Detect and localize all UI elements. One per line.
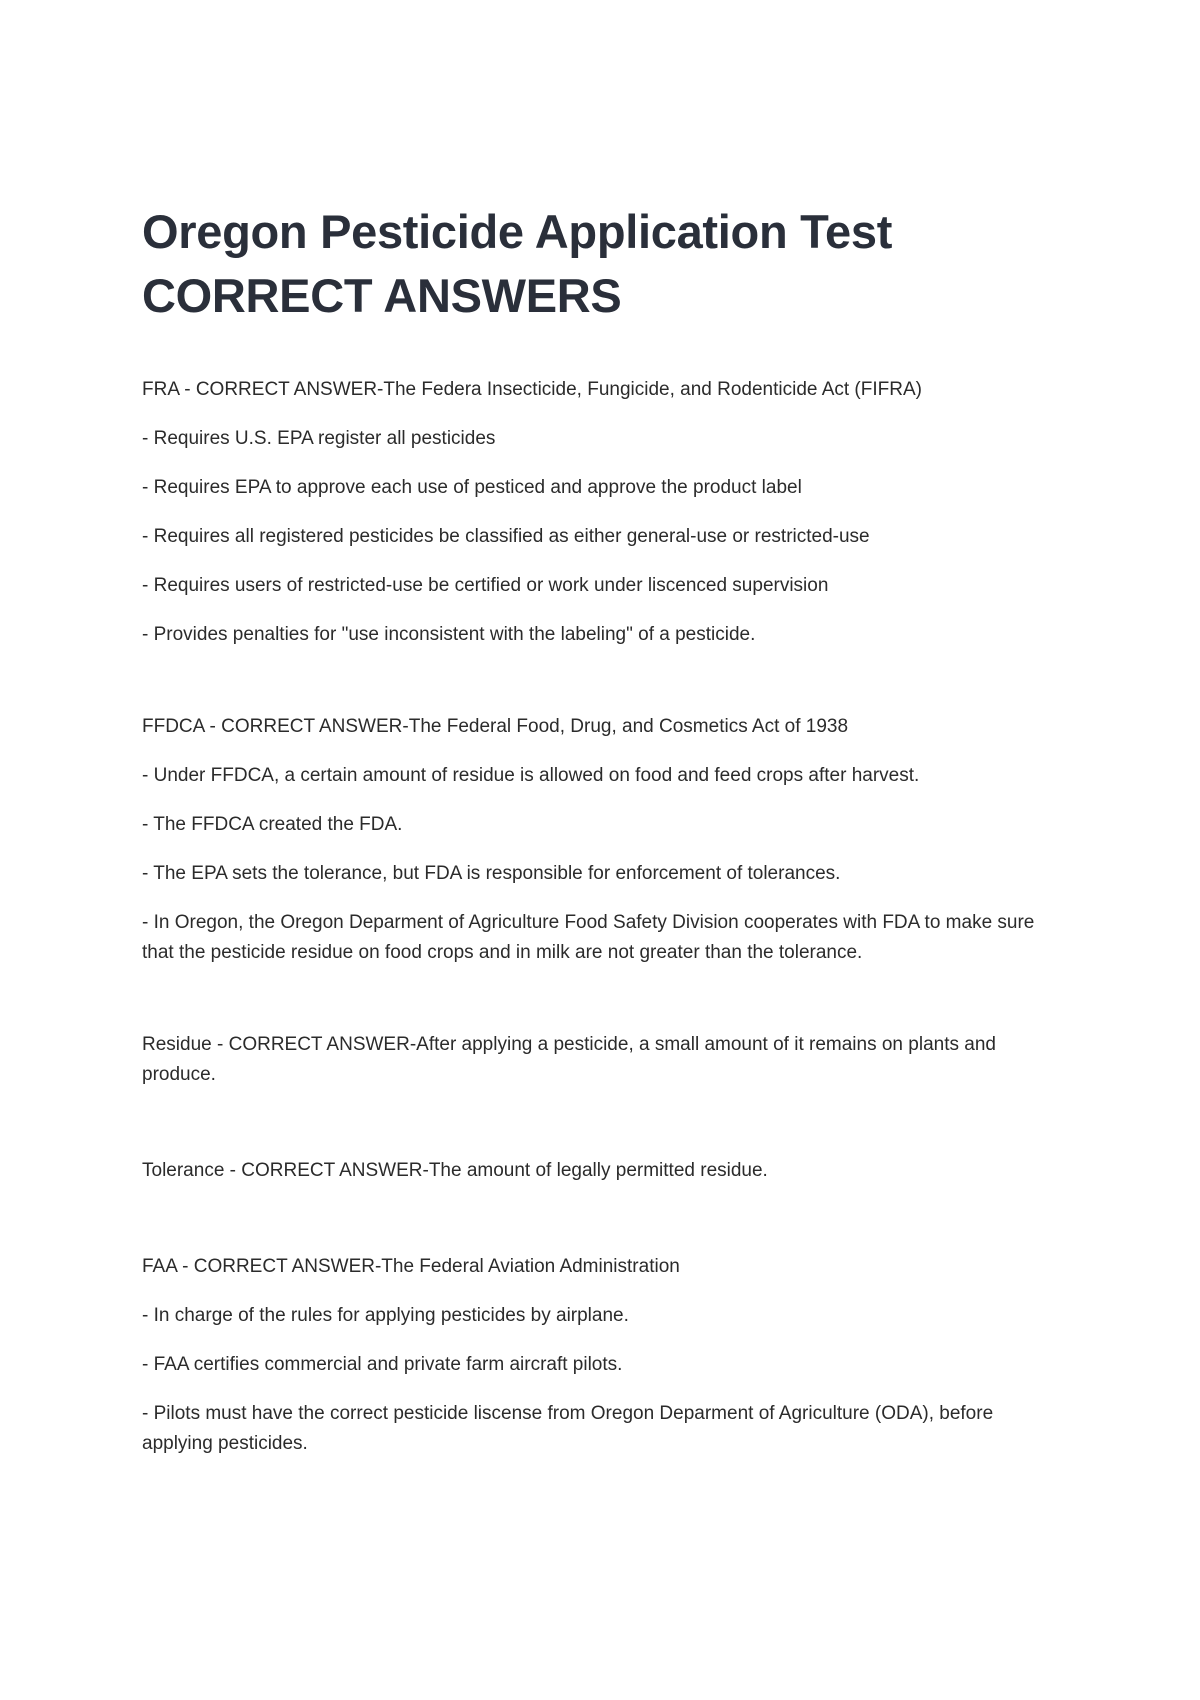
entry-fra xyxy=(142,375,1062,650)
entry-line: - Under FFDCA, a certain amount of residue is allowed on food and feed crops after harvest. xyxy=(142,765,920,786)
entry-faa xyxy=(142,1252,1062,1459)
title-line-1: Oregon Pesticide Application Test xyxy=(142,205,893,258)
entry-tolerance xyxy=(142,1156,1062,1186)
title-line-2: CORRECT ANSWERS xyxy=(142,269,622,322)
entry-heading: Tolerance - CORRECT ANSWER-The amount of legally permitted residue. xyxy=(142,1160,768,1181)
answer-list xyxy=(142,375,1062,1521)
entry-heading: Residue - CORRECT ANSWER-After applying a pesticide, a small amount of it remains on plants and produce. xyxy=(142,1034,996,1085)
entry-line: - Provides penalties for "use inconsistent with the labeling" of a pesticide. xyxy=(142,624,756,645)
entry-heading: FRA - CORRECT ANSWER-The Federa Insecticide, Fungicide, and Rodenticide Act (FIFRA) xyxy=(142,379,922,400)
entry-heading: FAA - CORRECT ANSWER-The Federal Aviation Administration xyxy=(142,1256,680,1277)
entry-residue xyxy=(142,1030,1062,1090)
entry-line: - Requires users of restricted-use be certified or work under liscenced supervision xyxy=(142,575,829,596)
entry-heading: FFDCA - CORRECT ANSWER-The Federal Food, Drug, and Cosmetics Act of 1938 xyxy=(142,716,849,737)
entry-line: - Requires U.S. EPA register all pesticides xyxy=(142,428,496,449)
entry-line: - Pilots must have the correct pesticide liscense from Oregon Deparment of Agriculture (ODA), before applying pesticides. xyxy=(142,1403,994,1454)
entry-ffdca xyxy=(142,712,1062,968)
entry-line: - The EPA sets the tolerance, but FDA is responsible for enforcement of tolerances. xyxy=(142,863,841,884)
page-title xyxy=(142,200,1102,328)
entry-line: - FAA certifies commercial and private farm aircraft pilots. xyxy=(142,1354,623,1375)
entry-line: - The FFDCA created the FDA. xyxy=(142,814,403,835)
entry-line: - In charge of the rules for applying pesticides by airplane. xyxy=(142,1305,629,1326)
entry-line: - In Oregon, the Oregon Deparment of Agriculture Food Safety Division cooperates with FDA to make sure that the pesticide residue on food crops and in milk are not greater than the tolerance. xyxy=(142,912,1035,963)
entry-line: - Requires EPA to approve each use of pesticed and approve the product label xyxy=(142,477,802,498)
entry-line: - Requires all registered pesticides be classified as either general-use or restricted-use xyxy=(142,526,870,547)
